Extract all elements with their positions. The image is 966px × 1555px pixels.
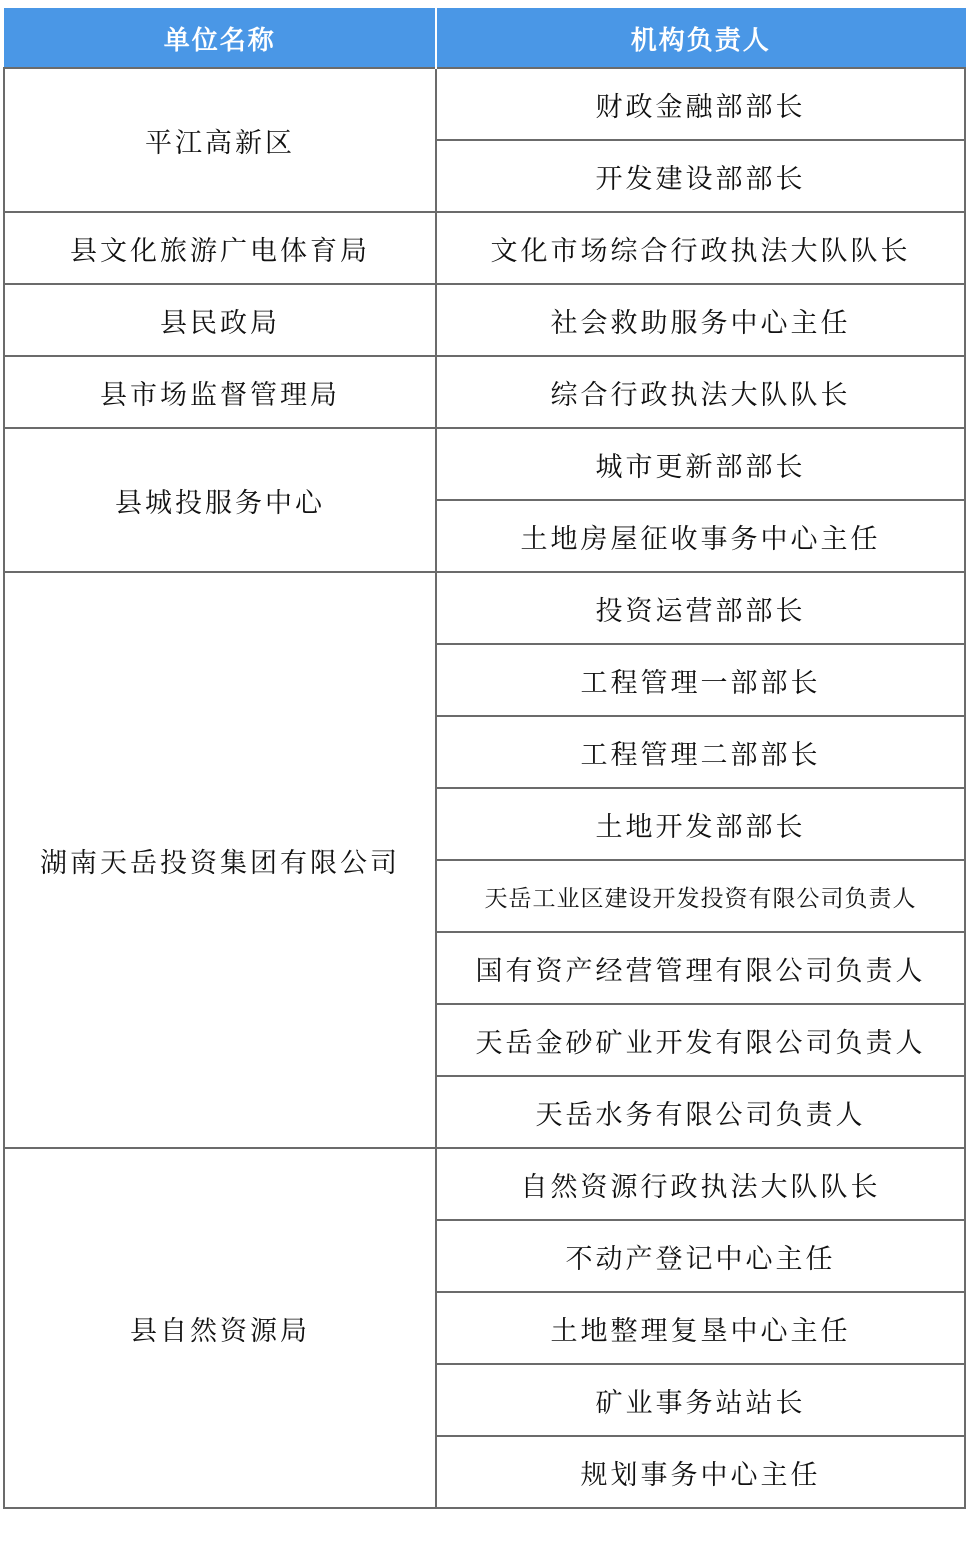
- role-cell: 文化市场综合行政执法大队队长: [436, 212, 965, 284]
- role-cell: 土地开发部部长: [436, 788, 965, 860]
- unit-name-cell: 县文化旅游广电体育局: [4, 212, 436, 284]
- role-cell: 社会救助服务中心主任: [436, 284, 965, 356]
- unit-name-cell: 湖南天岳投资集团有限公司: [4, 572, 436, 1148]
- table-row: [4, 212, 965, 284]
- role-cell: 自然资源行政执法大队队长: [436, 1148, 965, 1220]
- unit-name-cell: 县城投服务中心: [4, 428, 436, 572]
- role-cell: 城市更新部部长: [436, 428, 965, 500]
- column-header-unit: 单位名称: [4, 9, 436, 69]
- role-cell: 工程管理一部部长: [436, 644, 965, 716]
- role-cell: 土地整理复垦中心主任: [436, 1292, 965, 1364]
- unit-name-cell: 县民政局: [4, 284, 436, 356]
- role-cell: 投资运营部部长: [436, 572, 965, 644]
- role-cell: 天岳金砂矿业开发有限公司负责人: [436, 1004, 965, 1076]
- table-row: [4, 284, 965, 356]
- role-cell: 工程管理二部部长: [436, 716, 965, 788]
- role-cell: 矿业事务站站长: [436, 1364, 965, 1436]
- table-row: [4, 1148, 965, 1220]
- role-cell: 天岳水务有限公司负责人: [436, 1076, 965, 1148]
- table-row: [4, 572, 965, 644]
- role-cell: 综合行政执法大队队长: [436, 356, 965, 428]
- role-cell: 财政金融部部长: [436, 68, 965, 140]
- column-header-role: 机构负责人: [436, 9, 965, 69]
- table-row: [4, 428, 965, 500]
- table-header-row: [4, 9, 965, 69]
- role-cell: 天岳工业区建设开发投资有限公司负责人: [436, 860, 965, 932]
- table-row: [4, 68, 965, 140]
- table-row: [4, 356, 965, 428]
- unit-name-cell: 县自然资源局: [4, 1148, 436, 1508]
- unit-name-cell: 县市场监督管理局: [4, 356, 436, 428]
- officials-table-container: [3, 8, 964, 1509]
- officials-table: [3, 8, 966, 1509]
- role-cell: 开发建设部部长: [436, 140, 965, 212]
- role-cell: 不动产登记中心主任: [436, 1220, 965, 1292]
- role-cell: 土地房屋征收事务中心主任: [436, 500, 965, 572]
- role-cell: 国有资产经营管理有限公司负责人: [436, 932, 965, 1004]
- role-cell: 规划事务中心主任: [436, 1436, 965, 1508]
- unit-name-cell: 平江高新区: [4, 68, 436, 212]
- table-body: [4, 68, 965, 1508]
